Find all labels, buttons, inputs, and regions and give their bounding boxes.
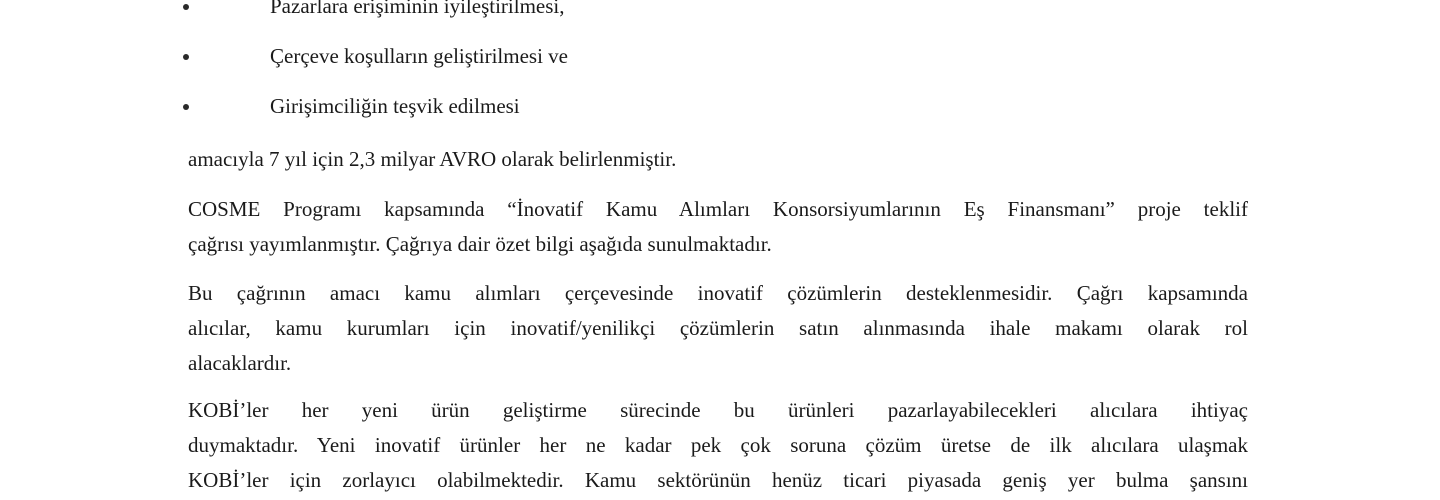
paragraph-kobi: [188, 393, 1248, 498]
paragraph-line: duymaktadır. Yeni inovatif ürünler her ne kadar pek çok soruna çözüm üretse de ilk alıcılara ulaşmak: [188, 433, 1248, 457]
paragraph-line: çağrısı yayımlanmıştır. Çağrıya dair özet bilgi aşağıda sunulmaktadır.: [188, 232, 772, 256]
bullet-dot-icon: [183, 104, 189, 110]
bullet-dot-icon: [183, 4, 189, 10]
list-item-text: Pazarlara erişiminin iyileştirilmesi,: [270, 0, 565, 18]
list-item: [0, 44, 1440, 74]
list-item: [0, 94, 1440, 124]
paragraph-line: alıcılar, kamu kurumları için inovatif/yenilikçi çözümlerin satın alınmasında ihale makamı olarak rol: [188, 316, 1248, 340]
paragraph-line: KOBİ’ler için zorlayıcı olabilmektedir. Kamu sektörünün henüz ticari piyasada geniş yer bulma şansını: [188, 468, 1248, 492]
paragraph-line: Bu çağrının amacı kamu alımları çerçevesinde inovatif çözümlerin desteklenmesidir. Çağrı kapsamında: [188, 281, 1248, 305]
list-item-text: Çerçeve koşulların geliştirilmesi ve: [270, 44, 568, 68]
bullet-dot-icon: [183, 54, 189, 60]
list-item: [0, 0, 1440, 24]
paragraph-line: KOBİ’ler her yeni ürün geliştirme sürecinde bu ürünleri pazarlayabilecekleri alıcılara ihtiyaç: [188, 398, 1248, 422]
paragraph-cosme: [188, 192, 1248, 262]
paragraph-line: COSME Programı kapsamında “İnovatif Kamu Alımları Konsorsiyumlarının Eş Finansmanı” proje teklif: [188, 197, 1248, 221]
paragraph-line: alacaklardır.: [188, 351, 292, 375]
paragraph-budget: [188, 142, 1248, 177]
list-item-text: Girişimciliğin teşvik edilmesi: [270, 94, 520, 118]
paragraph-line: amacıyla 7 yıl için 2,3 milyar AVRO olarak belirlenmiştir.: [188, 147, 677, 171]
paragraph-purpose: [188, 276, 1248, 381]
